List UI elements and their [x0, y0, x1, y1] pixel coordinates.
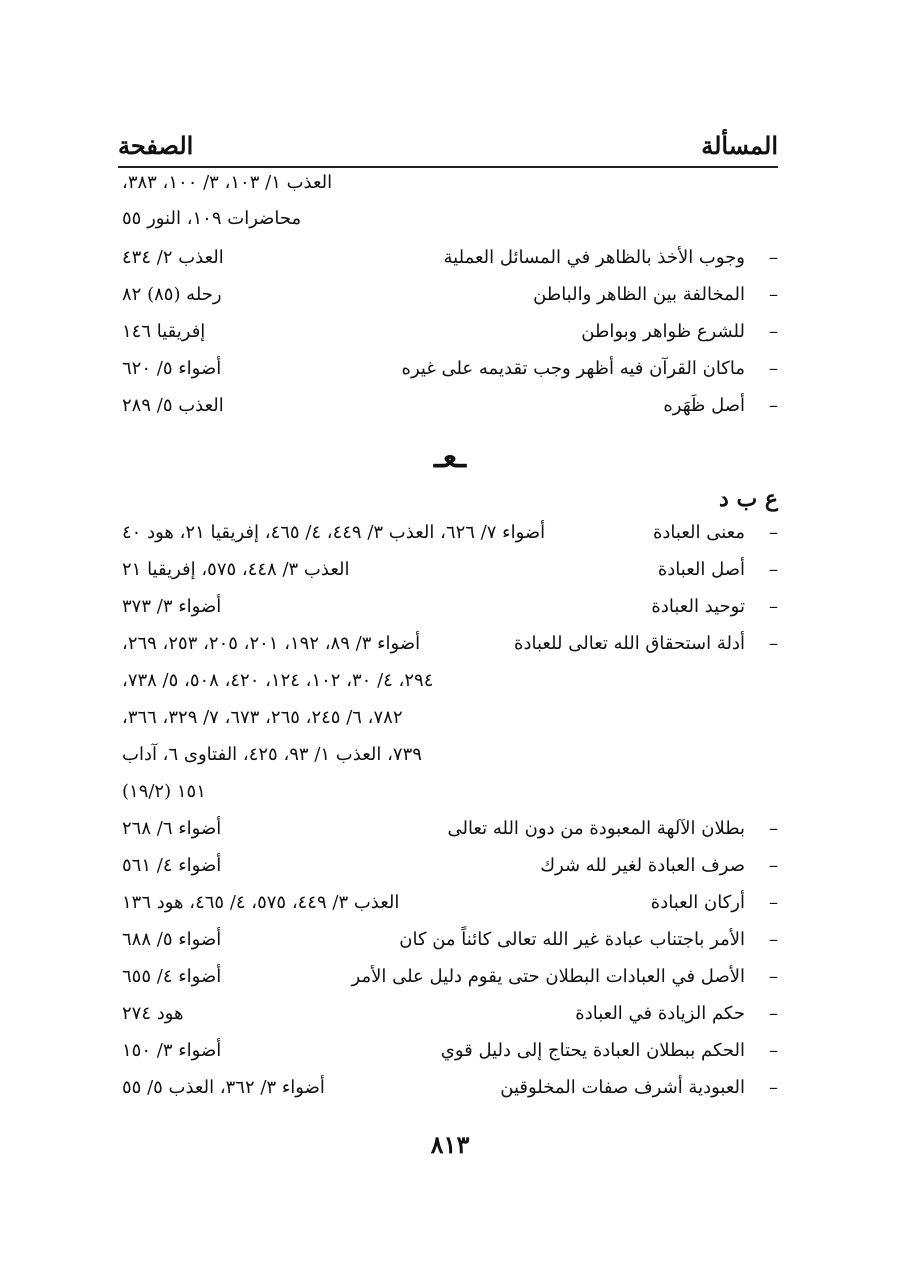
entry-ref: أضواء ٤/ ٥٦١	[122, 855, 222, 876]
entry-topic: الأمر باجتناب عبادة غير الله تعالى كائناً من كان	[399, 929, 745, 950]
entry-ref: أضواء ٣/ ٣٧٣	[122, 596, 222, 617]
entry-topic: وجوب الأخذ بالظاهر في المسائل العملية	[443, 247, 745, 268]
entry-dash: –	[769, 358, 778, 379]
entry-ref-continued: ٢٩٤، ٤/ ٣٠، ١٠٢، ١٢٤، ٤٢٠، ٥٠٨، ٥/ ٧٣٨،	[122, 670, 434, 691]
page-number: ٨١٣	[430, 1130, 470, 1159]
entry-topic: للشرع ظواهر وبواطن	[581, 321, 745, 342]
entry-dash: –	[769, 633, 778, 654]
entry-dash: –	[769, 1040, 778, 1061]
entry-topic: توحيد العبادة	[651, 596, 745, 617]
entry-topic: أصل ظَهَره	[663, 395, 745, 416]
entry-dash: –	[769, 395, 778, 416]
entry-ref: العذب ٣/ ٤٤٨، ٥٧٥، إفريقيا ٢١	[122, 559, 350, 580]
entry-ref: العذب ٥/ ٢٨٩	[122, 395, 224, 416]
entry-topic: الحكم ببطلان العبادة يحتاج إلى دليل قوي	[440, 1040, 745, 1061]
entry-dash: –	[769, 596, 778, 617]
entry-ref: إفريقيا ١٤٦	[122, 321, 206, 342]
entry-dash: –	[769, 892, 778, 913]
entry-dash: –	[769, 522, 778, 543]
entry-topic: بطلان الآلهة المعبودة من دون الله تعالى	[447, 818, 745, 839]
entry-topic: المخالفة بين الظاهر والباطن	[533, 284, 745, 305]
entry-dash: –	[769, 321, 778, 342]
entry-ref: أضواء ٧/ ٦٢٦، العذب ٣/ ٤٤٩، ٤/ ٤٦٥، إفريقيا ٢١، هود ٤٠	[122, 522, 546, 543]
entry-ref-continued: ٧٣٩، العذب ١/ ٩٣، ٤٢٥، الفتاوى ٦، آداب	[122, 744, 422, 765]
entry-topic: ماكان القرآن فيه أظهر وجب تقديمه على غيره	[401, 358, 745, 379]
entry-ref: رحله (٨٥) ٨٢	[122, 284, 222, 305]
entry-topic: العبودية أشرف صفات المخلوقين	[500, 1077, 745, 1098]
entry-ref-continued: ٧٨٢، ٦/ ٢٤٥، ٢٦٥، ٦٧٣، ٧/ ٣٢٩، ٣٦٦،	[122, 707, 403, 728]
entry-ref: أضواء ٥/ ٦٨٨	[122, 929, 222, 950]
entry-dash: –	[769, 818, 778, 839]
section-letter: ـعـ	[433, 440, 467, 475]
entry-dash: –	[769, 247, 778, 268]
entry-ref: أضواء ٦/ ٢٦٨	[122, 818, 222, 839]
entry-ref-continued: ١٥١ (١٩/٢)	[122, 781, 206, 802]
entry-topic: أدلة استحقاق الله تعالى للعبادة	[514, 633, 745, 654]
entry-ref: العذب ٢/ ٤٣٤	[122, 247, 224, 268]
entry-ref: العذب ٣/ ٤٤٩، ٥٧٥، ٤/ ٤٦٥، هود ١٣٦	[122, 892, 400, 913]
entry-dash: –	[769, 929, 778, 950]
entry-ref: أضواء ٥/ ٦٢٠	[122, 358, 222, 379]
entry-dash: –	[769, 1003, 778, 1024]
continued-ref-line: العذب ١/ ١٠٣، ٣/ ١٠٠، ٣٨٣،	[122, 172, 333, 193]
header-topic-label: المسألة	[701, 131, 778, 160]
entry-dash: –	[769, 1077, 778, 1098]
entry-dash: –	[769, 284, 778, 305]
entry-ref: أضواء ٤/ ٦٥٥	[122, 966, 222, 987]
entry-ref: أضواء ٣/ ٨٩، ١٩٢، ٢٠١، ٢٠٥، ٢٥٣، ٢٦٩،	[122, 633, 421, 654]
header-page-label: الصفحة	[118, 131, 194, 160]
entry-topic: أصل العبادة	[657, 559, 745, 580]
entry-topic: صرف العبادة لغير لله شرك	[540, 855, 745, 876]
entry-dash: –	[769, 559, 778, 580]
entry-ref: أضواء ٣/ ٣٦٢، العذب ٥/ ٥٥	[122, 1077, 325, 1098]
entry-ref: هود ٢٧٤	[122, 1003, 184, 1024]
continued-ref-line: محاضرات ١٠٩، النور ٥٥	[122, 208, 302, 229]
entry-topic: أركان العبادة	[650, 892, 745, 913]
entry-topic: معنى العبادة	[652, 522, 745, 543]
entry-topic: حكم الزيادة في العبادة	[575, 1003, 745, 1024]
entry-dash: –	[769, 855, 778, 876]
entry-ref: أضواء ٣/ ١٥٠	[122, 1040, 222, 1061]
entry-topic: الأصل في العبادات البطلان حتى يقوم دليل على الأمر	[351, 966, 745, 987]
entry-dash: –	[769, 966, 778, 987]
column-header	[118, 120, 778, 168]
root-subheading: ع ب د	[719, 486, 778, 512]
